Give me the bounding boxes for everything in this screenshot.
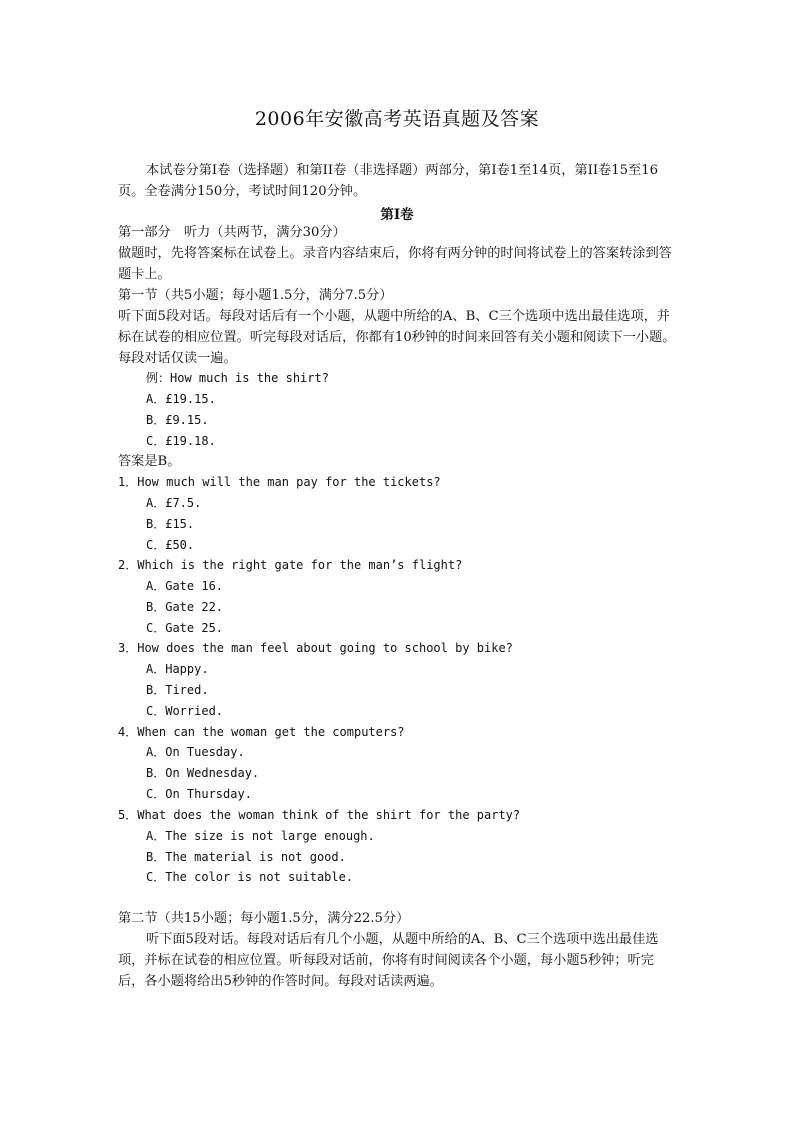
question-1-option-b: B．£15. [146, 517, 195, 531]
question-1: 1．How much will the man pay for the tickets? [118, 475, 441, 489]
question-1-option-c: C．£50. [146, 538, 195, 552]
example-option-a: A．£19.15. [146, 392, 216, 406]
question-3-option-a: A．Happy. [146, 662, 209, 676]
question-2-option-a: A．Gate 16. [146, 579, 224, 593]
example-question: 例：How much is the shirt? [146, 371, 329, 385]
page-title: 2006年安徽高考英语真题及答案 [254, 108, 540, 130]
question-2-option-c: C．Gate 25. [146, 621, 224, 635]
question-4-option-c: C．On Thursday. [146, 787, 252, 801]
question-3-option-c: C．Worried. [146, 704, 224, 718]
question-2-option-b: B．Gate 22. [146, 600, 224, 614]
question-5-option-c: C．The color is not suitable. [146, 870, 354, 884]
question-3: 3．How does the man feel about going to school by bike? [118, 641, 513, 655]
section1-heading: 第一节（共5小题；每小题1.5分，满分7.5分） [118, 288, 393, 303]
part1-instruction: 做题时，先将答案标在试卷上。录音内容结束后，你将有两分钟的时间将试卷上的答案转涂到答题卡上。 [118, 246, 672, 282]
example-answer: 答案是B。 [118, 454, 181, 469]
section1-instruction: 听下面5段对话。每段对话后有一个小题，从题中所给的A、B、C三个选项中选出最佳选项，并标在试卷的相应位置。听完每段对话后，你都有10秒钟的时间来回答有关小题和阅读下一小题。每段对话仅读一遍。 [118, 309, 676, 366]
example-option-b: B．£9.15. [146, 413, 209, 427]
question-4-option-a: A．On Tuesday. [146, 745, 245, 759]
question-1-option-a: A．£7.5. [146, 496, 202, 510]
question-5: 5．What does the woman think of the shirt for the party? [118, 808, 521, 822]
question-4: 4．When can the woman get the computers? [118, 725, 405, 739]
question-5-option-a: A．The size is not large enough. [146, 829, 375, 843]
question-3-option-b: B．Tired. [146, 683, 209, 697]
example-option-c: C．£19.18. [146, 434, 216, 448]
section2-heading: 第二节（共15小题；每小题1.5分，满分22.5分） [118, 911, 410, 926]
question-5-option-b: B．The material is not good. [146, 850, 346, 864]
question-2: 2．Which is the right gate for the man’s flight? [118, 558, 463, 572]
part1-heading: 第一部分 听力（共两节，满分30分） [118, 225, 346, 240]
section2-instruction: 听下面5段对话。每段对话后有几个小题，从题中所给的A、B、C三个选项中选出最佳选项，并标在试卷的相应位置。听每段对话前，你将有时间阅读各个小题，每小题5秒钟；听完后，各小题将给出5秒钟的作答时间。每段对话读两遍。 [118, 932, 659, 989]
intro-paragraph: 本试卷分第Ⅰ卷（选择题）和第II卷（非选择题）两部分，第Ⅰ卷1至14页，第II卷15至16页。全卷满分150分，考试时间120分钟。 [118, 163, 658, 199]
volume-heading: 第Ⅰ卷 [380, 207, 414, 223]
question-4-option-b: B．On Wednesday. [146, 766, 260, 780]
